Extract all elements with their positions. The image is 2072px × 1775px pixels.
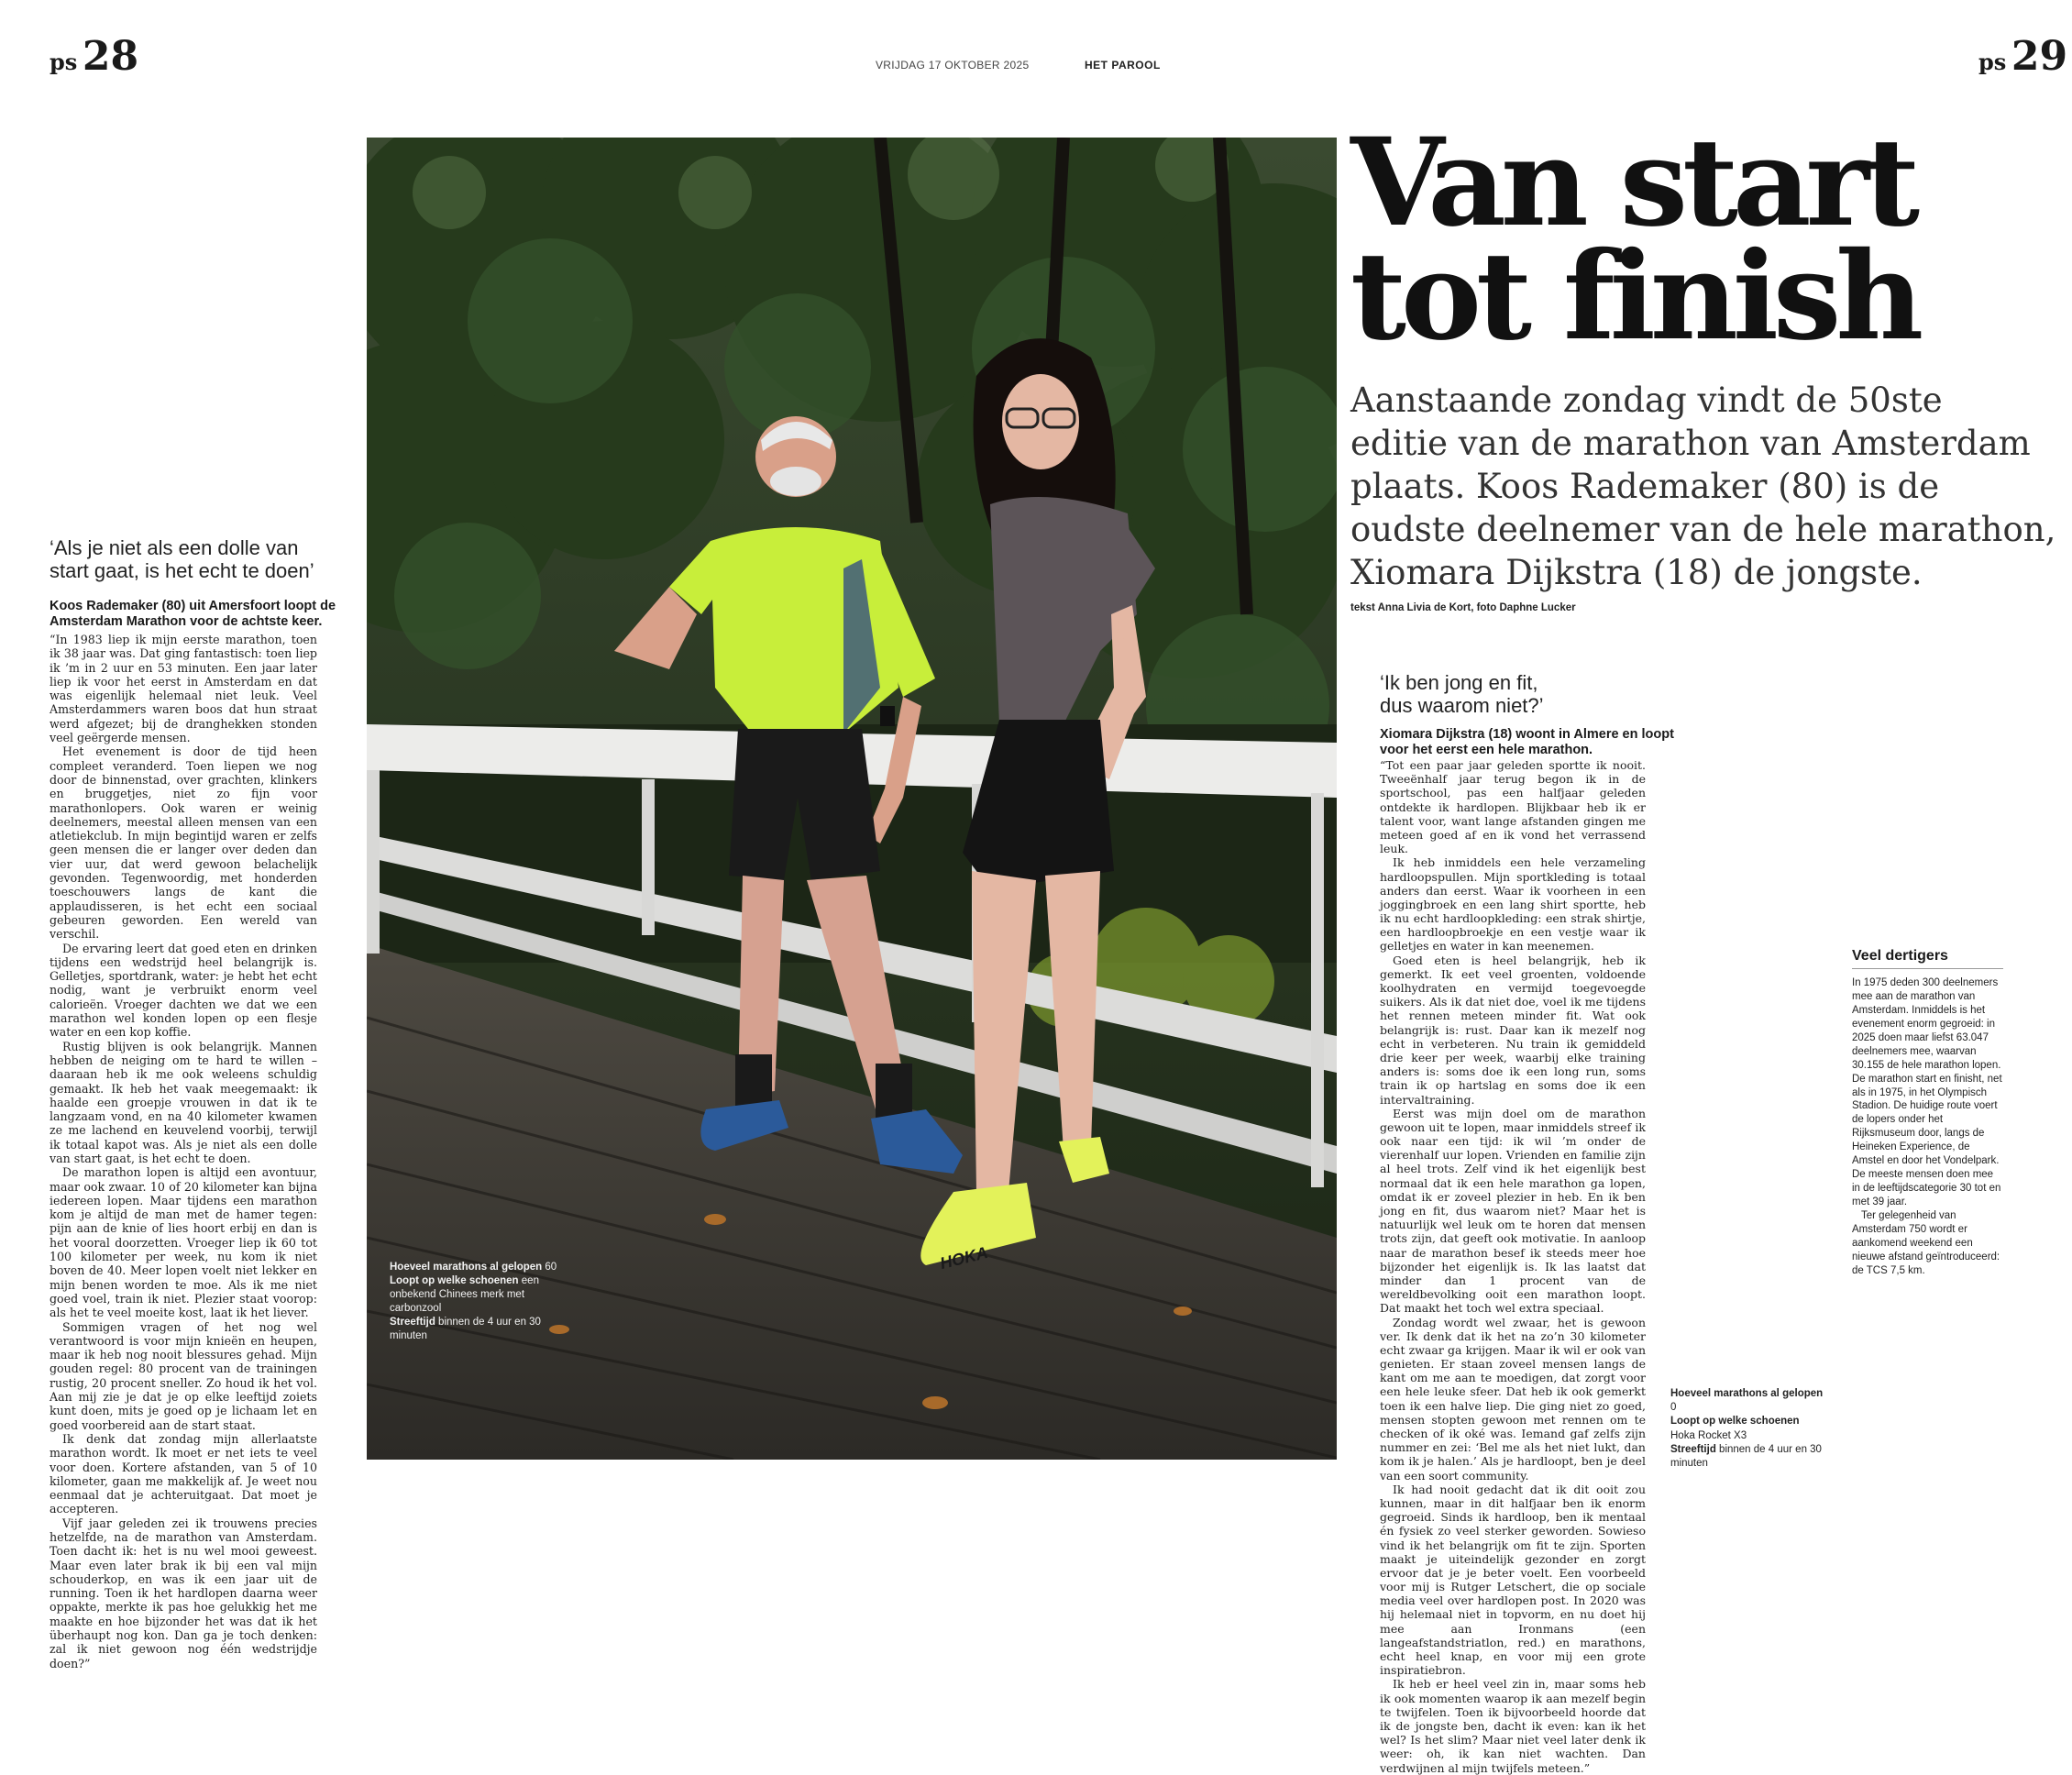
koos-body-text: “In 1983 liep ik mijn eerste marathon, toen ik 38 jaar was. Dat ging fantastisch: toen liep ik ’m in 2 uur en 53 minuten. Een jaar later liep ik voor het eerst in Amsterdam en dat was eigenlijk helemaal niet leuk. Veel Amsterdammers waren boos dat hun straat werd afgezet; bij de dranghekken stonden veel geërgerde mensen. Het evenement is door de tijd heen compleet veranderd. Toen liepen we nog door de binnenstad, over grachten, klinkers en bruggetjes, niet zo fijn voor marathonlopers. Ook waren er weinig deelnemers, meestal alleen mensen van een atletiekclub. In mijn begintijd waren er zelfs geen mensen die er langer over deden dan vier uur, dat werd gewoon belachelijk gevonden. Tegenwoordig, met honderden toeschouwers langs de kant die applaudisseren, is het echt een sociaal gebeuren geworden. Een wereld van verschil. De ervaring leert dat goed eten en drinken tijdens een wedstrijd heel belangrijk is. Gelletjes, sportdrank, water: je hebt het echt nodig, want je verbruikt enorm veel calorieën. Vroeger dachten we dat we een marathon wel konden lopen op een flesje water en een kop koffie. Rustig blijven is ook belangrijk. Mannen hebben de neiging om te hard te willen – daaraan heb ik me ook weleens schuldig gemaakt. Ik heb het vaak meegemaakt: ik haalde een groepje vrouwen in dat ik te langzaam vond, en na 40 kilometer kwamen ze me lachend en keuvelend voorbij, terwijl ik totaal kapot was. Als je niet als een dolle van start gaat, is het echt te doen. De marathon lopen is altijd een avontuur, maar ook zwaar. 10 of 20 kilometer kan bijna iedereen lopen. Maar tijdens een marathon kom je altijd de man met de hamer tegen: pijn aan de knie of lies hoort erbij en dan is het vooral doorzetten. Vroeger liep ik 60 tot 100 kilometer per week, nu kom ik niet boven de 40. Meer lopen voelt niet lekker en mijn benen worden te moe. Als ik me niet goed voel, train ik niet. Plezier staat voorop: als het te veel moeite kost, laat ik het liever. Sommigen vragen of het nog wel verantwoord is voor mijn knieën en heupen, maar ik heb nog nooit blessures gehad. Mijn gouden regel: 80 procent van de trainingen rustig, 20 procent sneller. Zo houd ik het vol. Aan mij zie je dat je op elke leeftijd zoiets kunt doen, mits je goed op je lichaam let en goed voorbereid aan de start staat. Ik denk dat zondag mijn allerlaatste marathon wordt. Ik moet er net iets te veel voor doen. Kortere afstanden, van 5 of 10 kilometer, gaan me makkelijk af. Je weet nou eenmaal dat je achteruitgaat. Dat moet je accepteren. Vijf jaar geleden zei ik trouwens precies hetzelfde, na de marathon van Amsterdam. Toen dacht ik: het is nu wel mooi geweest. Maar even later brak ik bij een val mijn schouderkop, en was ik een jaar uit de running. Toen ik het hardlopen daarna weer oppakte, merkte ik pas hoe gelukkig het me maakte en hoe bijzonder het was dat ik het überhaupt nog kon. Dan ga je toch denken: zal ik niet gewoon nog één wedstrijdje doen?”	[50, 633, 317, 1670]
lede: Aanstaande zondag vindt de 50ste editie van de marathon van Amsterdam plaats. Koos Rademaker (80) is de oudste deelnemer van de hele marathon, Xiomara Dijkstra (18) de jongste.	[1350, 380, 2056, 592]
xiomara-pull-quote: ‘Ik ben jong en fit, dus waarom niet?’	[1380, 671, 1544, 718]
xiomara-intro: Xiomara Dijkstra (18) woont in Almere en loopt voor het eerst een hele marathon.	[1380, 727, 1674, 757]
sidebar-body: In 1975 deden 300 deelnemers mee aan de marathon van Amsterdam. Inmiddels is het evenement enorm gegroeid: in 2025 doen maar liefst 63.047 deelnemers mee, waarvan 30.155 de hele marathon lopen. De marathon start en finisht, net als in 1975, in het Olympisch Stadion. De huidige route voert de lopers onder het Rijksmuseum door, langs de Heineken Experience, de Amstel en door het Vondelpark. De meeste mensen doen mee in de leeftijdscategorie 30 tot en met 39 jaar. Ter gelegenheid van Amsterdam 750 wordt er aankomend weekend een nieuwe afstand geïntroduceerd: de TCS 7,5 km.	[1852, 977, 2002, 1276]
sidebar-title: Veel dertigers	[1852, 948, 2003, 969]
shoe-logo: HOKA	[938, 1242, 990, 1273]
xiomara-body-text: “Tot een paar jaar geleden sportte ik nooit. Tweeënhalf jaar terug begon ik in de sportschool, pas een halfjaar geleden ontdekte ik hardlopen. Blijkbaar heb ik er talent voor, want lange afstanden gingen me meteen goed af en ik vond het verrassend leuk. Ik heb inmiddels een hele verzameling hardloopspullen. Mijn sportkleding is totaal anders dan eerst. Waar ik voorheen in een joggingbroek en een lang shirt sportte, heb ik nu echt hardloopkleding: een strak shirtje, een hardloopbroekje en een vestje waar ik gelletjes en water in kan meenemen. Goed eten is heel belangrijk, heb ik gemerkt. Ik eet veel groenten, voldoende koolhydraten en vermijd toegevoegde suikers. Als ik dat niet doe, voel ik me tijdens het rennen meteen minder fit. Wat ook belangrijk is: rust. Daar kan ik mezelf nog echt in verbeteren. Nu train ik gemiddeld drie keer per week, waarbij elke training anders is: soms doe ik een long run, soms train ik op hartslag en soms doe ik een intervaltraining. Eerst was mijn doel om de marathon gewoon uit te lopen, maar inmiddels streef ik ook naar een tijd: ik wil ’m onder de vierenhalf uur lopen. Vrienden en familie zijn al heel trots. Zelf vind ik het eigenlijk best normaal dat ik een hele marathon ga lopen, omdat ik er zoveel plezier in heb. En ik ben jong en fit, dus waarom niet? Maar het is natuurlijk wel leuk om te horen dat mensen trots zijn, dat geeft ook motivatie. In aanloop naar de marathon besef ik steeds meer hoe bijzonder het eigenlijk is. Ik las laatst dat minder dan 1 procent van de wereldbevolking ooit een marathon loopt. Dat maakt het toch wel extra speciaal. Zondag wordt wel zwaar, het is gewoon ver. Ik denk dat ik het na zo’n 30 kilometer echt zwaar ga krijgen. Maar ik wil er ook van genieten. Er staan zoveel mensen langs de kant om me aan te moedigen, dat zorgt voor een hele leuke sfeer. Dat heb ik ook gemerkt toen ik een halve liep. Die ging niet zo goed, mensen stopten gewoon met rennen om te checken of ik oké was. Iemand gaf zelfs zijn nummer en zei: ‘Bel me als het niet lukt, dan kom ik je halen.’ Als je hardloopt, ben je deel van een soort community. Ik had nooit gedacht dat ik dit ooit zou kunnen, maar in dit halfjaar ben ik enorm gegroeid. Sinds ik hardloop, ben ik mentaal én fysiek zo veel sterker geworden. Sowieso vind ik het belangrijk om fit te zijn. Sporten maakt je uiteindelijk gezonder en zorgt ervoor dat je je beter voelt. Een voorbeeld voor mij is Rutger Letschert, die op sociale media veel over hardlopen post. In 2020 was hij helemaal niet in topvorm, en nu doet hij mee aan Ironmans (een langeafstandstriatlon, red.) en marathons, echt heel knap, en voor mij een grote inspiratiebron. Ik heb er heel veel zin in, maar soms heb ik ook momenten waarop ik aan mezelf begin te twijfelen. Toen ik bijvoorbeeld hoorde dat ik de jongste ben, dacht ik even: kan ik het wel? Is het slim? Maar niet veel later denk ik weer: oh, ik kan niet wachten. Dan verdwijnen al mijn twijfels meteen.”	[1380, 758, 1646, 1775]
koos-intro: Koos Rademaker (80) uit Amersfoort loopt de Amsterdam Marathon voor de achtste keer.	[50, 599, 336, 629]
sidebar-box	[1852, 948, 2003, 1278]
runners-photo	[367, 138, 1337, 1460]
byline: tekst Anna Livia de Kort, foto Daphne Lucker	[1350, 602, 1576, 613]
dateline: VRIJDAG 17 OKTOBER 2025	[876, 59, 1030, 72]
xiomara-factbox: Hoeveel marathons al gelopen 0 Loopt op welke schoenen Hoka Rocket X3 Streeftijd binnen de 4 uur en 30 minuten	[1670, 1388, 1824, 1469]
koos-factbox: Hoeveel marathons al gelopen 60 Loopt op welke schoenen een onbekend Chinees merk met carbonzool Streeftijd binnen de 4 uur en 30 minuten	[390, 1262, 557, 1341]
page-number-left: ps 28	[50, 33, 139, 80]
page-number-right: ps 29	[1978, 33, 2068, 80]
newspaper-brand: HET PAROOL	[1085, 59, 1161, 72]
koos-pull-quote: ‘Als je niet als een dolle van start gaat, is het echt te doen’	[50, 536, 314, 583]
headline: Van start tot finish	[1350, 112, 1919, 369]
